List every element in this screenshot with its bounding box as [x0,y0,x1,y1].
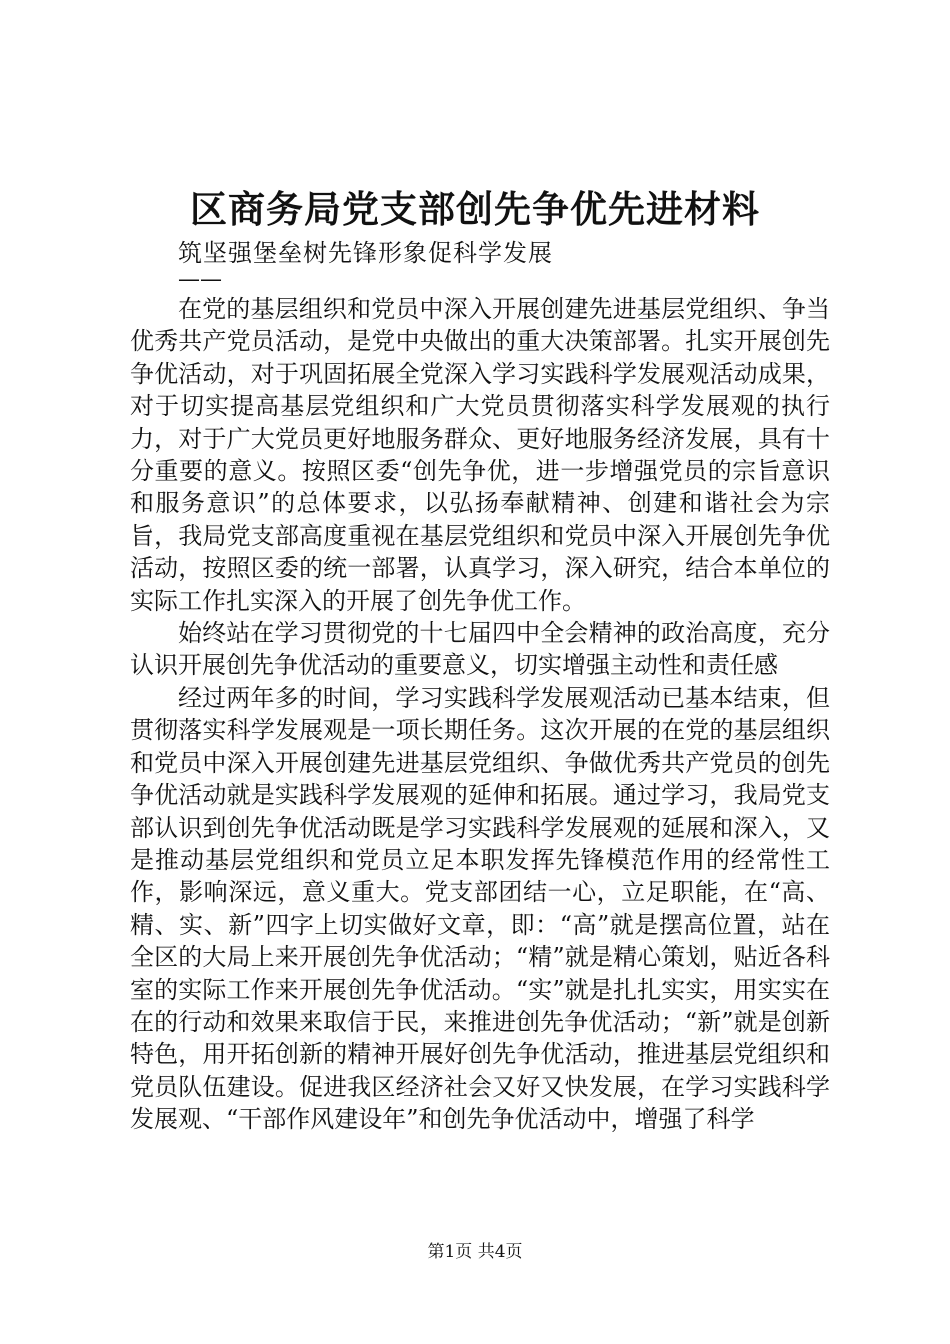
paragraph: 经过两年多的时间，学习实践科学发展观活动已基本结束，但贯彻落实科学发展观是一项长期任务。这次开展的在党的基层组织和党员中深入开展创建先进基层党组织、争做优秀共产党员的创先争优活动就是实践科学发展观的延伸和拓展。通过学习，我局党支部认识到创先争优活动既是学习实践科学发展观的延展和深入，又是推动基层党组织和党员立足本职发挥先锋模范作用的经常性工作，影响深远，意义重大。党支部团结一心，立足职能，在“高、精、实、新”四字上切实做好文章，即：“高”就是摆高位置，站在全区的大局上来开展创先争优活动；“精”就是精心策划，贴近各科室的实际工作来开展创先争优活动。“实”就是扎扎实实，用实实在在的行动和效果来取信于民，来推进创先争优活动；“新”就是创新特色，用开拓创新的精神开展好创先争优活动，推进基层党组织和党员队伍建设。促进我区经济社会又好又快发展，在学习实践科学发展观、“干部作风建设年”和创先争优活动中，增强了科学 [130,683,830,1134]
page-footer: 第1页 共4页 [427,1242,523,1262]
document-body [130,293,830,1136]
document-subtitle: 筑坚强堡垒树先锋形象促科学发展 [178,239,553,267]
paragraph: 始终站在学习贯彻党的十七届四中全会精神的政治高度，充分认识开展创先争优活动的重要意义，切实增强主动性和责任感 [130,619,830,680]
page-title: 区商务局党支部创先争优先进材料 [190,187,760,231]
paragraph: 在党的基层组织和党员中深入开展创建先进基层党组织、争当优秀共产党员活动，是党中央做出的重大决策部署。扎实开展创先争优活动，对于巩固拓展全党深入学习实践科学发展观活动成果，对于切实提高基层党组织和广大党员贯彻落实科学发展观的执行力，对于广大党员更好地服务群众、更好地服务经济发展，具有十分重要的意义。按照区委“创先争优，进一步增强党员的宗旨意识和服务意识”的总体要求，以弘扬奉献精神、创建和谐社会为宗旨，我局党支部高度重视在基层党组织和党员中深入开展创先争优活动，按照区委的统一部署，认真学习，深入研究，结合本单位的实际工作扎实深入的开展了创先争优工作。 [130,295,830,615]
subtitle-dash: —— [178,267,222,292]
